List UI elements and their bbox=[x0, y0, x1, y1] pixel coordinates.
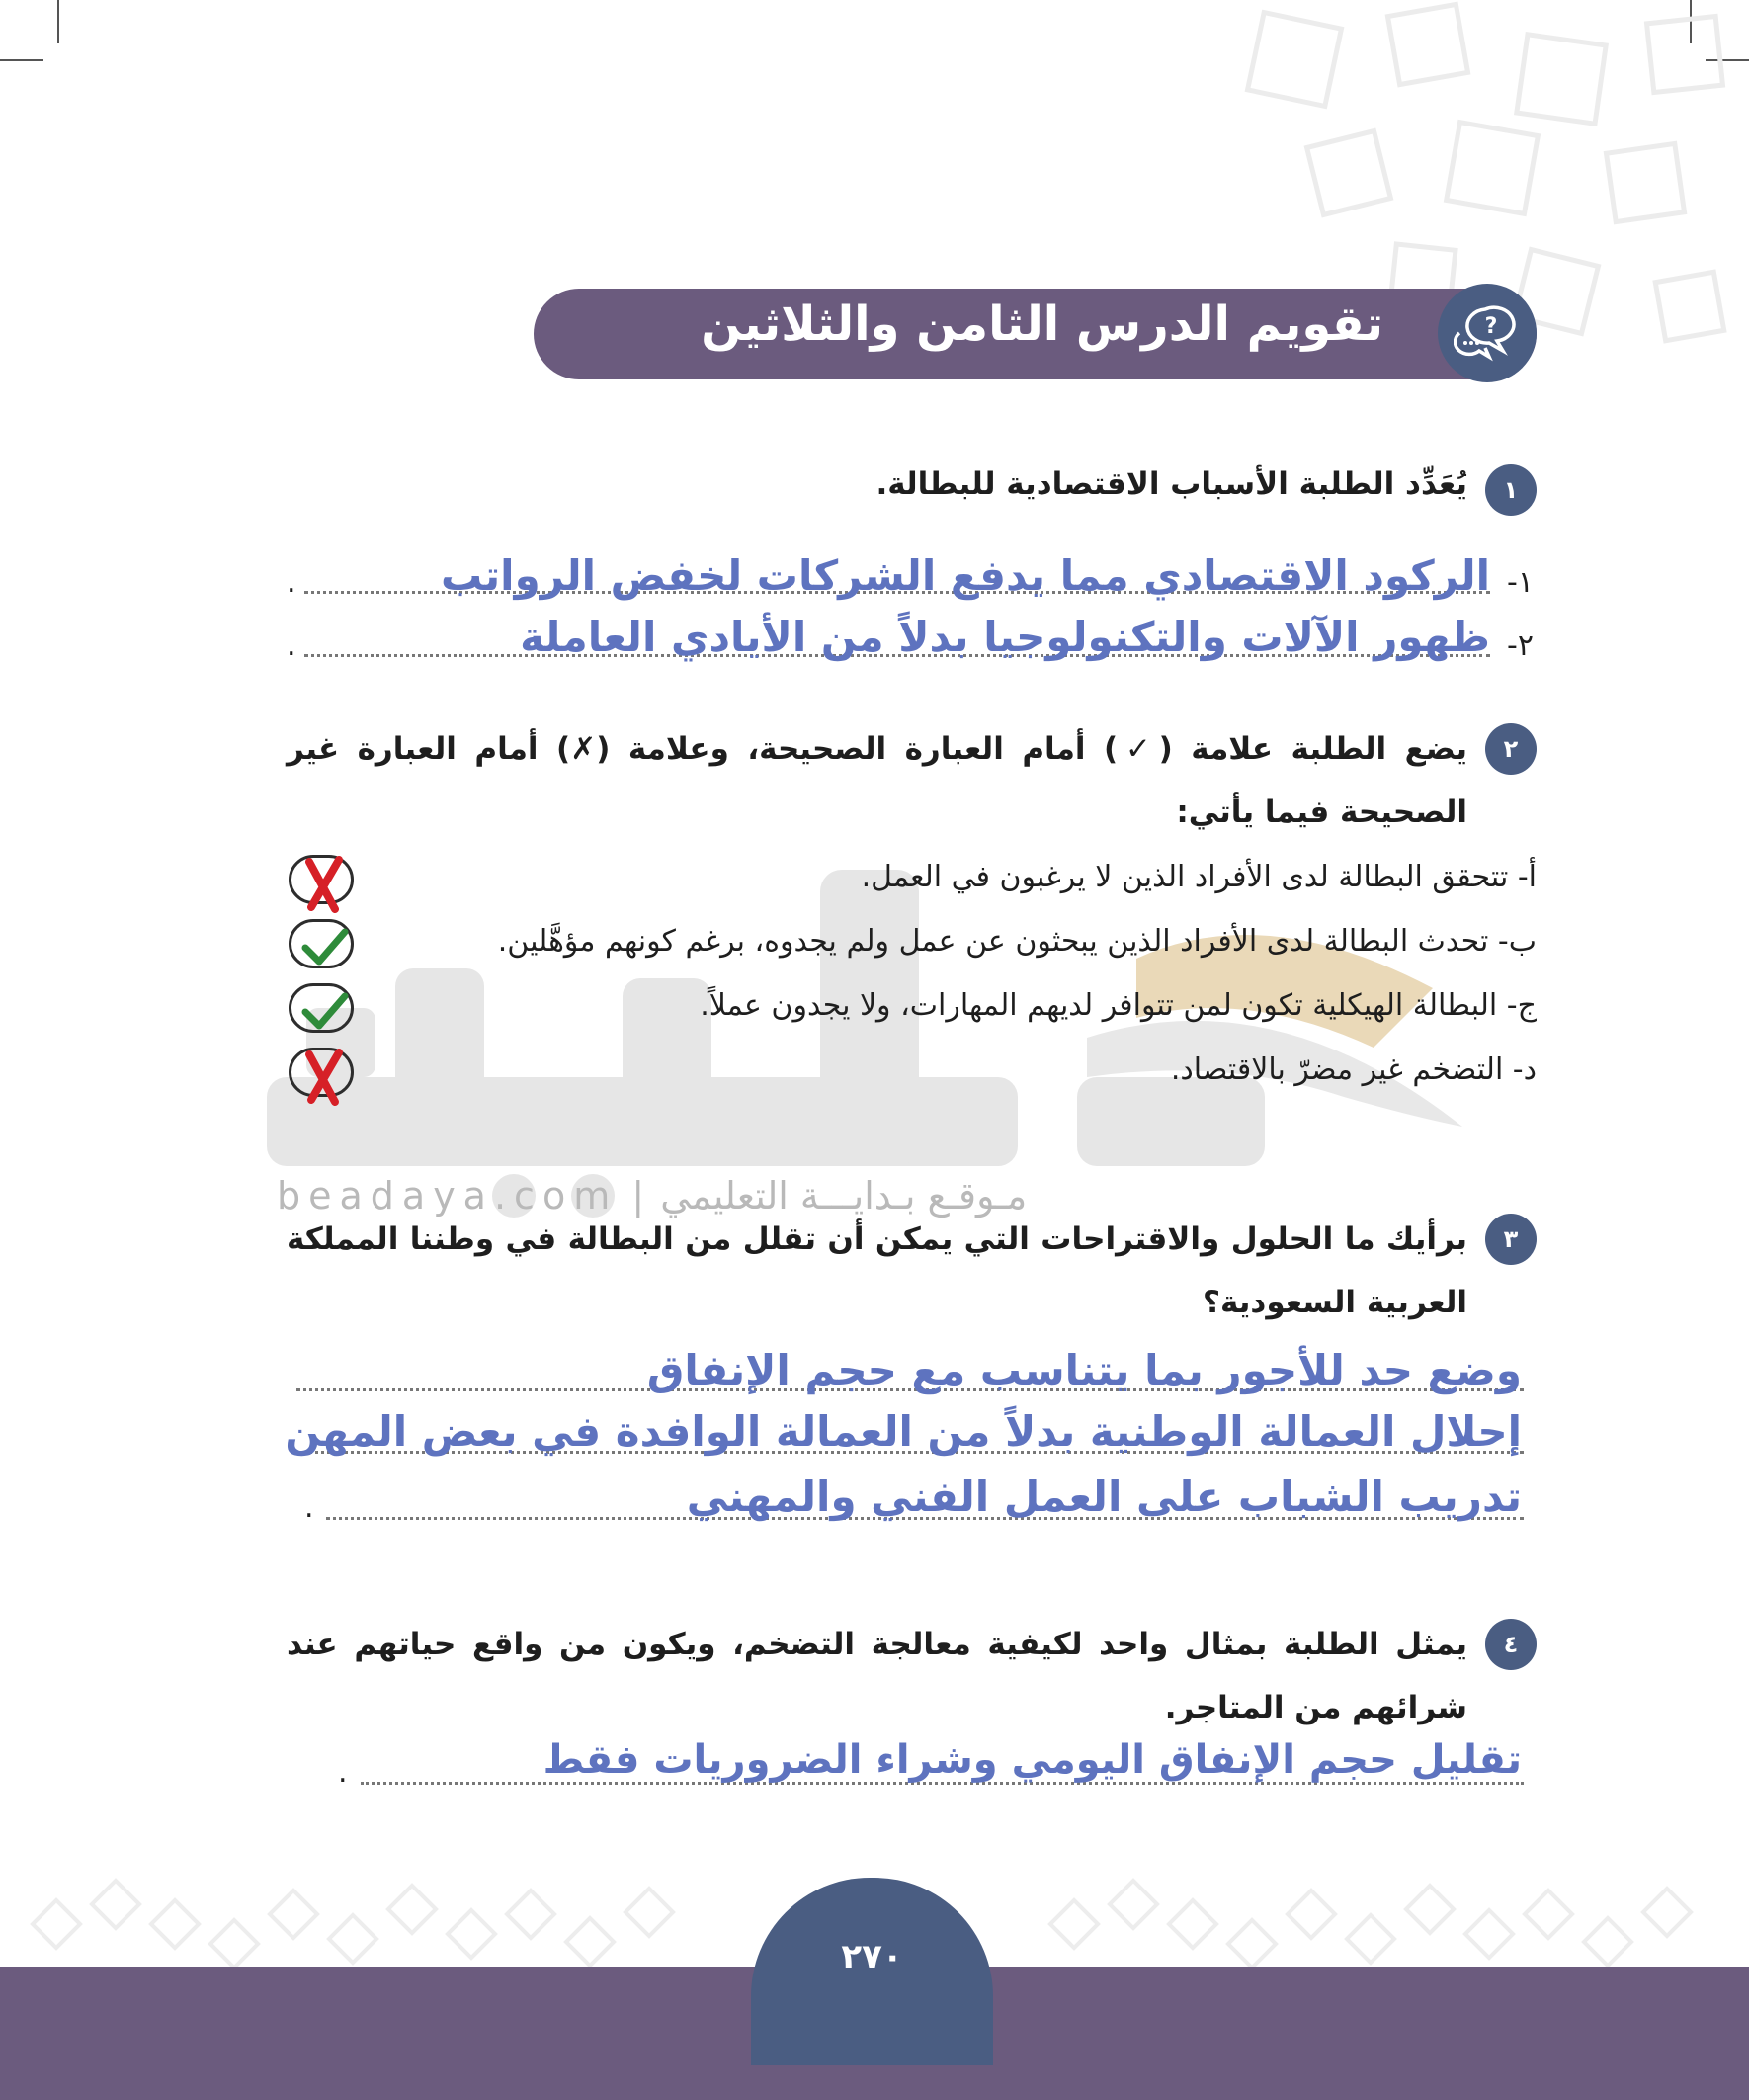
line-end-dot: . bbox=[338, 1755, 348, 1790]
line-end-dot: . bbox=[304, 1490, 314, 1525]
statement-b: ب- تحدث البطالة لدى الأفراد الذين يبحثون عن عمل ولم يجدوه، برغم كونهم مؤهَّلين. bbox=[497, 924, 1537, 959]
question-2-text: يضع الطلبة علامة (✓) أمام العبارة الصحيحة، وعلامة (✗) أمام العبارة غير الصحيحة فيما يأتي: bbox=[287, 731, 1467, 830]
statement-d: د- التضخم غير مضرّ بالاقتصاد. bbox=[1170, 1052, 1537, 1087]
svg-text:?: ? bbox=[1484, 314, 1498, 339]
crop-mark bbox=[57, 0, 59, 43]
mark-box-b bbox=[289, 919, 354, 968]
statement-a: أ- تتحقق البطالة لدى الأفراد الذين لا يرغبون في العمل. bbox=[861, 860, 1537, 894]
watermark-logo bbox=[267, 870, 1492, 1225]
cross-mark-icon bbox=[292, 1050, 357, 1100]
mark-box-a bbox=[289, 855, 354, 904]
question-4-text: يمثل الطلبة بمثال واحد لكيفية معالجة التضخم، ويكون من واقع حياتهم عند شرائهم من المتاجر. bbox=[287, 1627, 1467, 1725]
statement-c: ج- البطالة الهيكلية تكون لمن تتوافر لديهم المهارات، ولا يجدون عملاً. bbox=[700, 988, 1537, 1023]
mark-box-d bbox=[289, 1048, 354, 1097]
answer-1-2: ظهور الآلات والتكنولوجيا بدلاً من الأيادي العاملة bbox=[520, 613, 1490, 661]
check-mark-icon bbox=[292, 986, 357, 1036]
question-number-2: ٢ bbox=[1485, 723, 1537, 775]
page-number: ٢٧٠ bbox=[841, 1937, 903, 1976]
line-end-dot: . bbox=[287, 629, 296, 663]
line-end-dot: . bbox=[287, 565, 296, 600]
page-title: تقويم الدرس الثامن والثلاثين bbox=[701, 296, 1383, 352]
watermark-caption: beadaya.com | مـوقـع بـدايـــة التعليمي bbox=[277, 1174, 1028, 1218]
answer-4: تقليل حجم الإنفاق اليومي وشراء الضروريات فقط bbox=[542, 1737, 1522, 1783]
crop-mark bbox=[0, 59, 43, 61]
answer-3-3: تدريب الشباب على العمل الفني والمهني bbox=[686, 1472, 1522, 1521]
watermark-caption-arabic: مـوقـع بـدايـــة التعليمي bbox=[660, 1174, 1028, 1218]
mark-box-c bbox=[289, 983, 354, 1033]
answer-3-1: وضع حد للأجور بما يتناسب مع حجم الإنفاق bbox=[646, 1346, 1522, 1394]
check-mark-icon bbox=[292, 922, 357, 971]
answer-3-2: إحلال العمالة الوطنية بدلاً من العمالة الوافدة في بعض المهن bbox=[285, 1407, 1522, 1456]
question-3-text: برأيك ما الحلول والاقتراحات التي يمكن أن تقلل من البطالة في وطننا المملكة العربية السعودية؟ bbox=[287, 1221, 1467, 1320]
answer-1-prefix: ١- bbox=[1507, 565, 1534, 600]
question-number-3: ٣ bbox=[1485, 1214, 1537, 1265]
answer-1-1: الركود الاقتصادي مما يدفع الشركات لخفض الرواتب bbox=[440, 551, 1490, 600]
cross-mark-icon bbox=[292, 858, 357, 907]
watermark-caption-latin: beadaya.com bbox=[277, 1174, 619, 1218]
answer-2-prefix: ٢- bbox=[1507, 629, 1534, 663]
question-number-4: ٤ bbox=[1485, 1619, 1537, 1670]
question-chat-icon bbox=[1438, 284, 1537, 382]
question-1-text: يُعَدِّد الطلبة الأسباب الاقتصادية للبطالة. bbox=[875, 466, 1467, 502]
question-number-1: ١ bbox=[1485, 464, 1537, 516]
